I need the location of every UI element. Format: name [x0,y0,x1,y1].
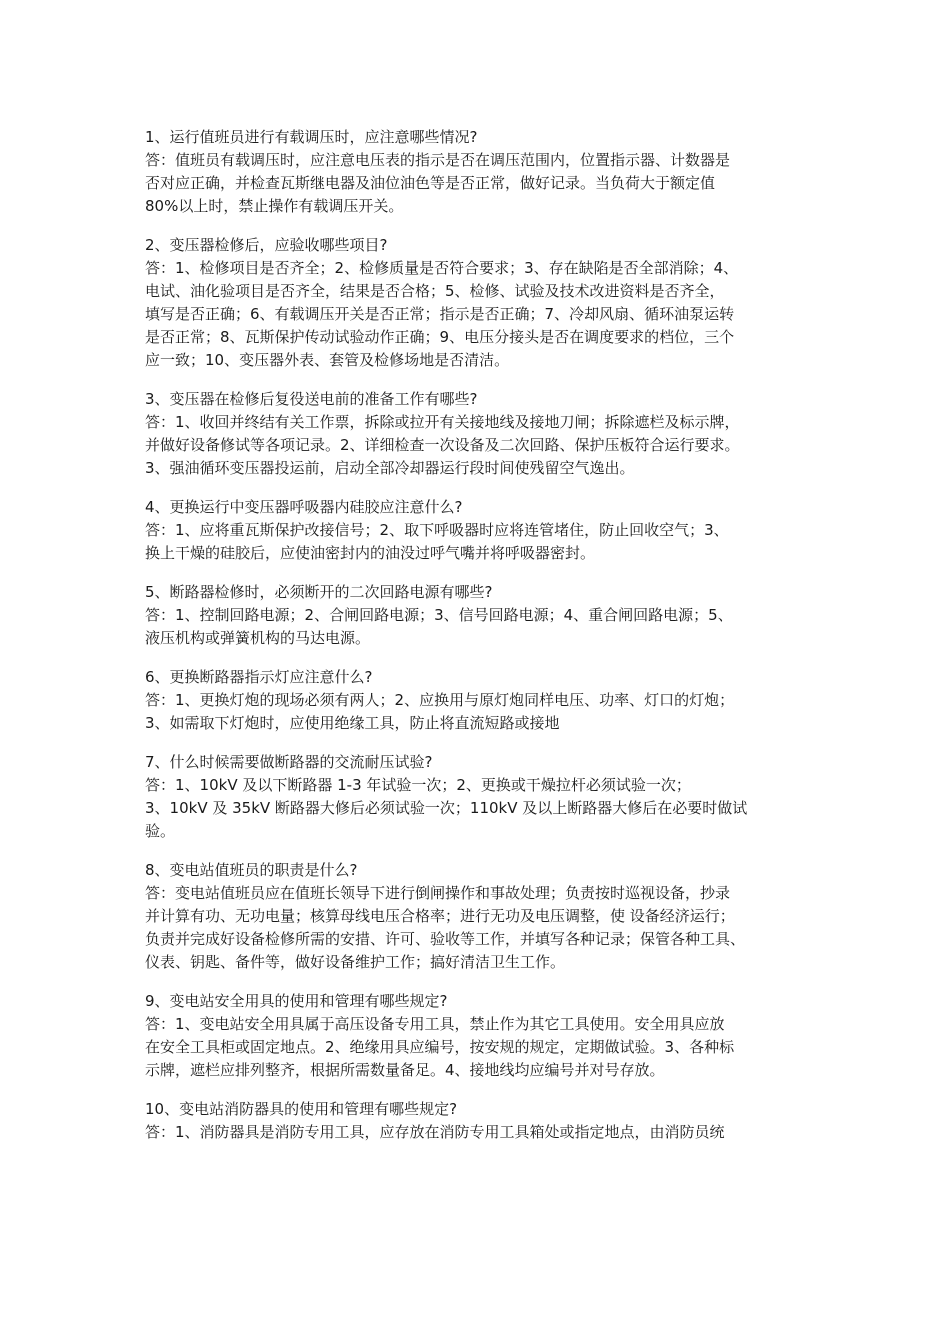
qa-item [145,126,805,218]
answer-line: 填写是否正确；6、有载调压开关是否正常；指示是否正确；7、冷却风扇、循环油泵运转 [145,305,735,323]
answer-line: 3、强油循环变压器投运前，启动全部冷却器运行段时间使残留空气逸出。 [145,459,635,477]
qa-item [145,234,805,372]
answer-line: 3、如需取下灯炮时，应使用绝缘工具，防止将直流短路或接地 [145,714,560,732]
answer-line: 否对应正确，并检查瓦斯继电器及油位油色等是否正常，做好记录。当负荷大于额定值 [145,174,716,192]
qa-item [145,581,805,650]
answer-line: 答：1、收回并终结有关工作票，拆除或拉开有关接地线及接地刀闸；拆除遮栏及标示牌， [145,413,740,431]
answer-line: 答：1、应将重瓦斯保护改接信号；2、取下呼吸器时应将连管堵住，防止回收空气；3、 [145,521,729,539]
answer-line: 仪表、钥匙、备件等，做好设备维护工作；搞好清洁卫生工作。 [145,953,566,971]
answer-line: 答：1、检修项目是否齐全；2、检修质量是否符合要求；3、存在缺陷是否全部消除；4、 [145,259,739,277]
answer-line: 在安全工具柜或固定地点。2、绝缘用具应编号，按安规的规定，定期做试验。3、各种标 [145,1038,735,1056]
question-line: 2、变压器检修后，应验收哪些项目? [145,236,388,254]
qa-item [145,859,805,974]
question-line: 5、断路器检修时，必须断开的二次回路电源有哪些? [145,583,493,601]
qa-item [145,1098,805,1144]
qa-item [145,751,805,843]
qa-item [145,990,805,1082]
answer-line: 答：1、10kV 及以下断路器 1-3 年试验一次；2、更换或干燥拉杆必须试验一次； [145,776,691,794]
question-line: 6、更换断路器指示灯应注意什么? [145,668,373,686]
question-line: 3、变压器在检修后复役送电前的准备工作有哪些? [145,390,478,408]
qa-item [145,496,805,565]
answer-line: 应一致；10、变压器外表、套管及检修场地是否清洁。 [145,351,510,369]
answer-line: 电试、油化验项目是否齐全，结果是否合格；5、检修、试验及技术改进资料是否齐全， [145,282,725,300]
document-body [145,126,805,1160]
question-line: 10、变电站消防器具的使用和管理有哪些规定? [145,1100,458,1118]
answer-line: 80%以上时，禁止操作有载调压开关。 [145,197,404,215]
answer-line: 3、10kV 及 35kV 断路器大修后必须试验一次；110kV 及以上断路器大修后在必要时做试 [145,799,748,817]
answer-line: 验。 [145,822,176,840]
answer-line: 液压机构或弹簧机构的马达电源。 [145,629,371,647]
question-line: 7、什么时候需要做断路器的交流耐压试验? [145,753,433,771]
answer-line: 并做好设备修试等各项记录。2、详细检查一次设备及二次回路、保护压板符合运行要求。 [145,436,740,454]
answer-line: 答：变电站值班员应在值班长领导下进行倒闸操作和事故处理；负责按时巡视设备，抄录 [145,884,731,902]
answer-line: 并计算有功、无功电量；核算母线电压合格率；进行无功及电压调整，使 设备经济运行； [145,907,735,925]
qa-item [145,666,805,735]
question-line: 4、更换运行中变压器呼吸器内硅胶应注意什么? [145,498,463,516]
answer-line: 答：值班员有载调压时，应注意电压表的指示是否在调压范围内，位置指示器、计数器是 [145,151,731,169]
question-line: 8、变电站值班员的职责是什么? [145,861,358,879]
answer-line: 负责并完成好设备检修所需的安措、许可、验收等工作，并填写各种记录；保管各种工具、 [145,930,746,948]
answer-line: 是否正常；8、瓦斯保护传动试验动作正确；9、电压分接头是否在调度要求的档位，三个 [145,328,735,346]
answer-line: 换上干燥的硅胶后，应使油密封内的油没过呼气嘴并将呼吸器密封。 [145,544,596,562]
answer-line: 答：1、控制回路电源；2、合闸回路电源；3、信号回路电源；4、重合闸回路电源；5、 [145,606,733,624]
answer-line: 答：1、更换灯炮的现场必须有两人；2、应换用与原灯炮同样电压、功率、灯口的灯炮； [145,691,735,709]
answer-line: 答：1、变电站安全用具属于高压设备专用工具，禁止作为其它工具使用。安全用具应放 [145,1015,725,1033]
answer-line: 示牌，遮栏应排列整齐，根据所需数量备足。4、接地线均应编号并对号存放。 [145,1061,665,1079]
qa-item [145,388,805,480]
answer-line: 答：1、消防器具是消防专用工具，应存放在消防专用工具箱处或指定地点，由消防员统 [145,1123,725,1141]
question-line: 1、运行值班员进行有载调压时，应注意哪些情况? [145,128,478,146]
question-line: 9、变电站安全用具的使用和管理有哪些规定? [145,992,448,1010]
